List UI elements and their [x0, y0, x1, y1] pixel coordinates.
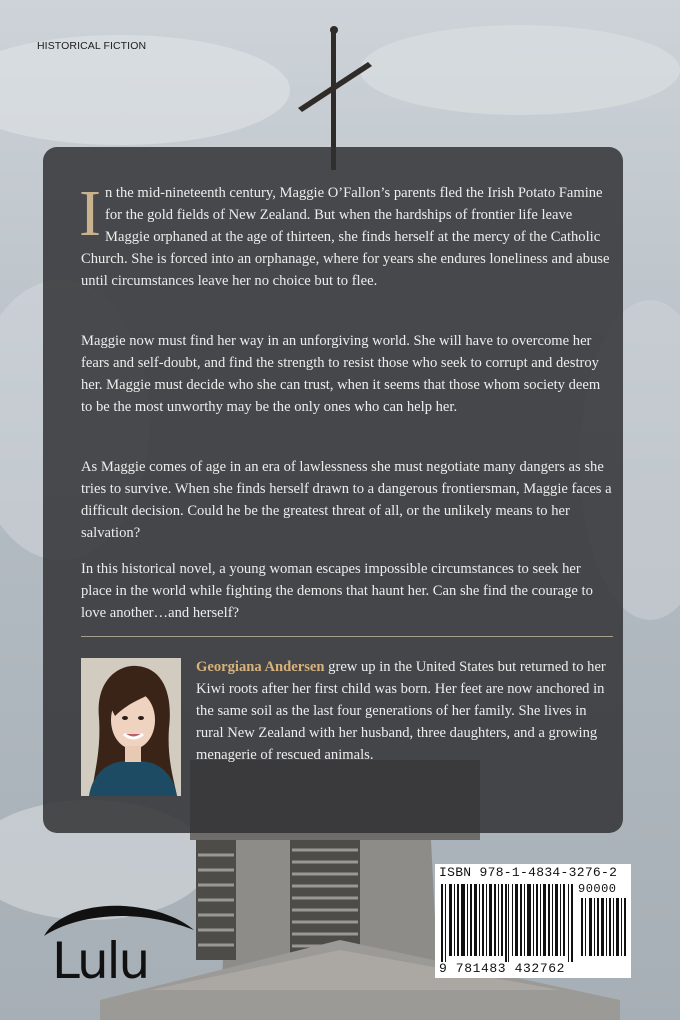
genre-label: HISTORICAL FICTION	[37, 40, 147, 52]
drop-cap: I	[79, 177, 101, 250]
ean-bars	[441, 884, 575, 962]
blurb-paragraph-1	[79, 177, 615, 292]
blurb-paragraph-4: In this historical novel, a young woman escapes impossible circumstances to seek her place in the world while fighting the demons that haunt her. Can she find the courage to love another…and herself?	[81, 561, 593, 621]
logo-wordmark: Lulu	[52, 932, 149, 990]
isbn-label: ISBN 978-1-4834-3276-2	[439, 865, 618, 880]
divider	[81, 636, 613, 637]
author-photo	[81, 658, 181, 796]
lulu-logo	[38, 900, 198, 990]
blurb-paragraph-2: Maggie now must find her way in an unforgiving world. She will have to overcome her fears and self-doubt, and find the strength to resist those who seek to corrupt and destroy her. Maggie must decide who she can trust, when it seems that those whom society deem to be the most unworthy may be the only ones who can help her.	[81, 333, 601, 415]
addon-bars	[581, 898, 627, 956]
author-name: Georgiana Andersen	[196, 659, 325, 675]
author-bio-text: grew up in the United States but returned to her Kiwi roots after her first child was born. Her feet are now anchored in the same soil as the last four generations of her family. She lives in rural New Zealand with her husband, three daughters, and a growing menagerie of rescued animals.	[196, 659, 606, 763]
ean-number: 9 781483 432762	[439, 961, 566, 976]
isbn-barcode	[435, 864, 631, 978]
blurb-paragraph-1-text: n the mid-nineteenth century, Maggie O’Fallon’s parents fled the Irish Potato Famine for the gold fields of New Zealand. But when the hardships of frontier life leave Maggie orphaned at the age of thirteen, she finds herself at the mercy of the Catholic Church. She is forced into an orphanage, where for years she endures loneliness and abuse until circumstances leave her no choice but to flee.	[81, 185, 610, 289]
author-bio	[196, 656, 616, 766]
price-code: 90000	[578, 882, 617, 896]
blurb-paragraph-3: As Maggie comes of age in an era of lawlessness she must negotiate many dangers as she tries to survive. When she finds herself drawn to a dangerous frontiersman, Maggie faces a difficult decision. Could he be the greatest threat of all, or the unlikely means to her salvation?	[81, 459, 612, 541]
